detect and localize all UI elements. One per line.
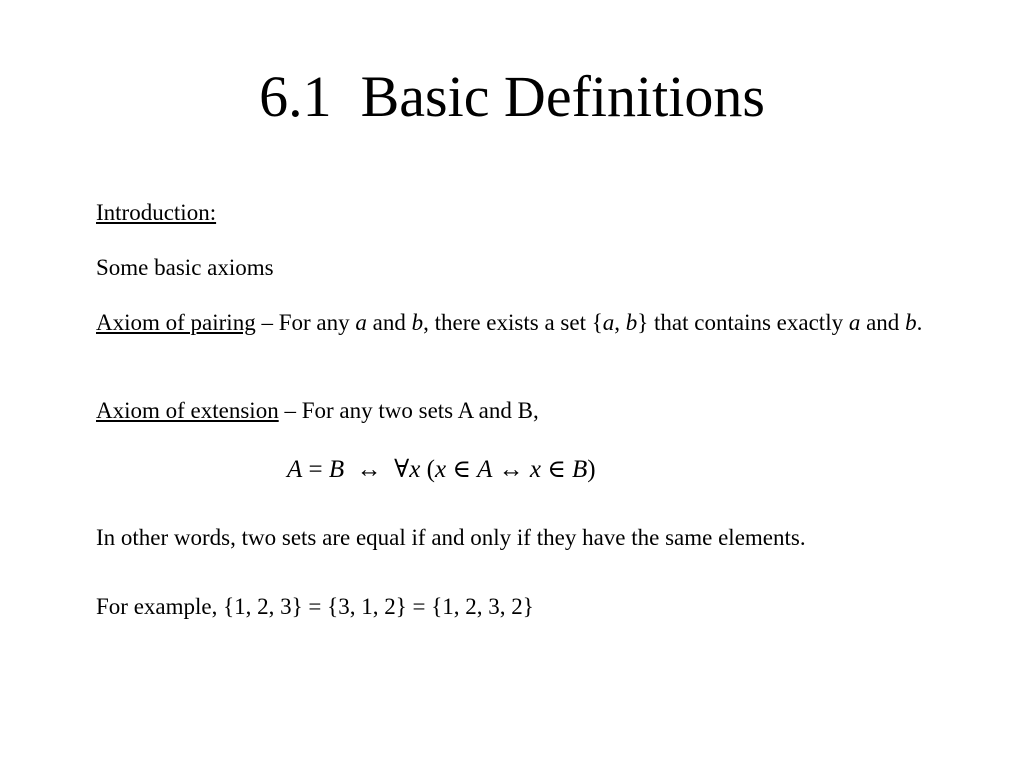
- var-b: b: [411, 310, 424, 335]
- var-a: a: [848, 310, 861, 335]
- formula-set-a: A: [287, 456, 303, 483]
- formula-var-x: x: [529, 456, 541, 483]
- example-text: For example, {1, 2, 3} = {3, 1, 2} = {1, 2, 3, 2}: [96, 594, 534, 619]
- formula-set-b: B: [571, 456, 588, 483]
- formula-iff: ↔: [344, 456, 395, 483]
- formula-var-x: x: [409, 456, 421, 483]
- formula-iff: ↔: [492, 456, 530, 483]
- var-b: b: [625, 310, 638, 335]
- formula-element-of: ∈: [540, 456, 572, 483]
- var-a: a: [602, 310, 615, 335]
- other-words-text: In other words, two sets are equal if and only if they have the same elements.: [96, 525, 806, 550]
- intro-heading-text: Introduction:: [96, 200, 217, 225]
- pairing-text: , there exists a set {: [423, 310, 603, 335]
- formula-paren-open: (: [420, 456, 435, 483]
- pairing-text: .: [916, 310, 923, 335]
- pairing-text: and: [860, 310, 906, 335]
- pairing-text: ,: [614, 310, 626, 335]
- formula-var-x: x: [434, 456, 447, 483]
- axiom-of-pairing: [96, 306, 986, 339]
- pairing-text: – For any: [255, 310, 356, 335]
- formula-element-of: ∈: [446, 456, 478, 483]
- var-b: b: [905, 310, 917, 335]
- axiom-of-extension: [96, 394, 986, 427]
- axiom-extension-label: Axiom of extension: [96, 398, 279, 423]
- var-a: a: [355, 310, 367, 335]
- extension-text: – For any two sets A and B,: [278, 398, 539, 423]
- formula-set-a: A: [477, 456, 493, 483]
- pairing-text: } that contains exactly: [637, 310, 849, 335]
- slide-title: 6.1 Basic Definitions: [259, 64, 765, 129]
- formula-forall: ∀: [394, 456, 410, 483]
- formula-paren-close: ): [587, 456, 596, 483]
- axiom-pairing-label: Axiom of pairing: [96, 310, 256, 335]
- pairing-text: and: [366, 310, 412, 335]
- formula-equals: =: [302, 456, 329, 483]
- extension-formula: [287, 452, 596, 488]
- axioms-intro: Some basic axioms: [96, 255, 274, 280]
- intro-heading: [96, 196, 986, 229]
- formula-set-b: B: [328, 456, 345, 483]
